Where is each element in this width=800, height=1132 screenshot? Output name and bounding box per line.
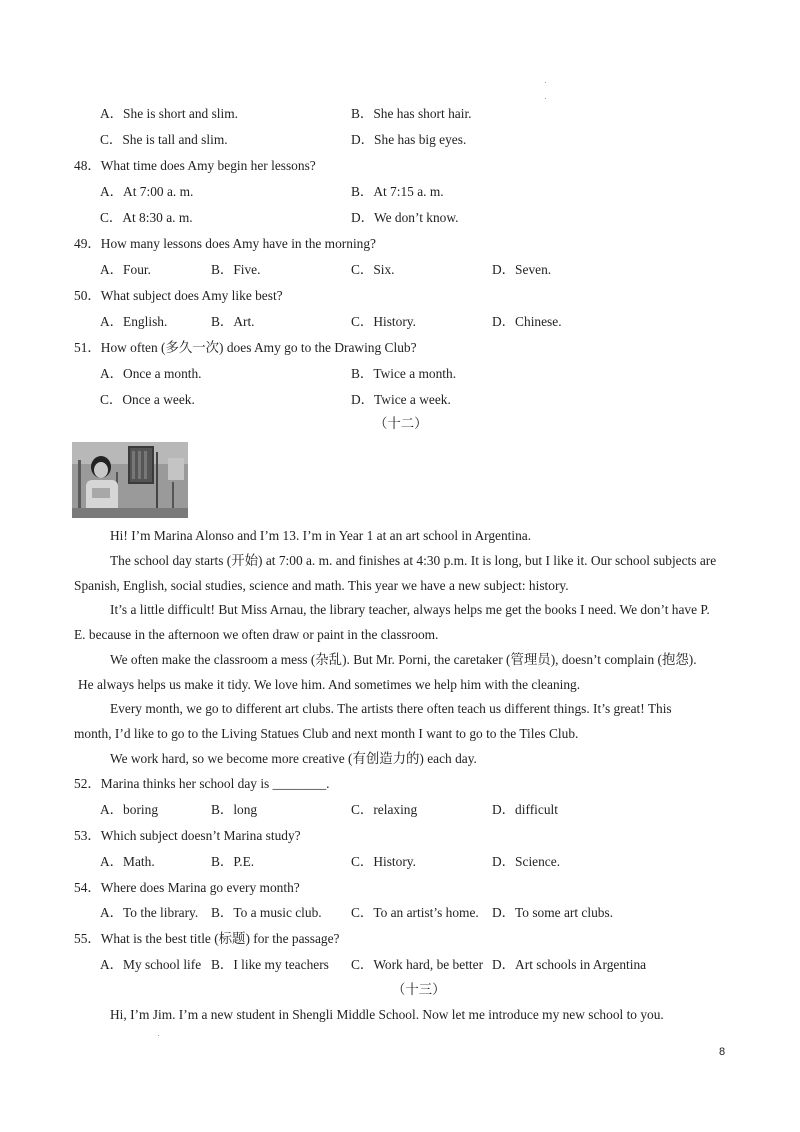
q48-option-a: A．At 7:00 a. m. xyxy=(100,184,194,199)
scan-dot xyxy=(545,98,546,99)
q48-stem: 48．What time does Amy begin her lessons? xyxy=(74,158,316,173)
page-number: 8 xyxy=(719,1046,726,1058)
q50-option-b: B．Art. xyxy=(211,314,255,329)
q55-option-a: A．My school life xyxy=(100,957,202,972)
passage12-p5-line1: Every month, we go to different art clubs. The artists there often teach us different things. It’s great! This xyxy=(110,701,672,716)
passage12-p4-line1: We often make the classroom a mess (杂乱). But Mr. Porni, the caretaker (管理员), doesn’t complain (抱怨). xyxy=(110,652,697,667)
q52-option-d: D．difficult xyxy=(492,802,558,817)
q54-option-b: B．To a music club. xyxy=(211,905,322,920)
q47-option-b: B．She has short hair. xyxy=(351,106,472,121)
q55-stem: 55．What is the best title (标题) for the passage? xyxy=(74,931,340,946)
passage12-p6: We work hard, so we become more creative (有创造力的) each day. xyxy=(110,751,477,766)
q53-option-a: A．Math. xyxy=(100,854,155,869)
q54-option-d: D．To some art clubs. xyxy=(492,905,614,920)
q54-option-c: C．To an artist’s home. xyxy=(351,905,479,920)
q49-option-c: C．Six. xyxy=(351,262,395,277)
q47-option-c: C．She is tall and slim. xyxy=(100,132,228,147)
q48-option-b: B．At 7:15 a. m. xyxy=(351,184,444,199)
q47-option-d: D．She has big eyes. xyxy=(351,132,467,147)
q50-option-c: C．History. xyxy=(351,314,416,329)
q52-option-b: B．long xyxy=(211,802,258,817)
q51-option-a: A．Once a month. xyxy=(100,366,202,381)
passage12-p1: Hi! I’m Marina Alonso and I’m 13. I’m in Year 1 at an art school in Argentina. xyxy=(110,528,532,543)
section-heading-13: （十三） xyxy=(392,982,446,997)
passage12-p3-line2: E. because in the afternoon we often draw or paint in the classroom. xyxy=(74,627,439,642)
q49-option-b: B．Five. xyxy=(211,262,261,277)
q50-stem: 50．What subject does Amy like best? xyxy=(74,288,283,303)
passage12-p5-line2: month, I’d like to go to the Living Statues Club and next month I want to go to the Tiles Club. xyxy=(74,726,579,741)
section-heading-12: （十二） xyxy=(374,416,428,431)
scan-dot xyxy=(545,82,546,83)
q55-option-c: C．Work hard, be better xyxy=(351,957,484,972)
q52-option-a: A．boring xyxy=(100,802,159,817)
q47-option-a: A．She is short and slim. xyxy=(100,106,238,121)
q51-option-b: B．Twice a month. xyxy=(351,366,457,381)
q53-option-c: C．History. xyxy=(351,854,416,869)
q51-option-c: C．Once a week. xyxy=(100,392,195,407)
q50-option-a: A．English. xyxy=(100,314,168,329)
q54-option-a: A．To the library. xyxy=(100,905,199,920)
q48-option-c: C．At 8:30 a. m. xyxy=(100,210,193,225)
q55-option-b: B．I like my teachers xyxy=(211,957,329,972)
student-photo xyxy=(72,442,188,518)
q53-stem: 53．Which subject doesn’t Marina study? xyxy=(74,828,301,843)
q52-stem: 52．Marina thinks her school day is ________. xyxy=(74,776,330,791)
passage12-p3-line1: It’s a little difficult! But Miss Arnau, the library teacher, always helps me get the books I need. We don’t have P. xyxy=(110,602,710,617)
student-photo-image xyxy=(72,442,188,518)
q54-stem: 54．Where does Marina go every month? xyxy=(74,880,300,895)
q55-option-d: D．Art schools in Argentina xyxy=(492,957,647,972)
q50-option-d: D．Chinese. xyxy=(492,314,562,329)
passage13-p1: Hi, I’m Jim. I’m a new student in Shengli Middle School. Now let me introduce my new school to you. xyxy=(110,1007,664,1022)
q49-option-d: D．Seven. xyxy=(492,262,552,277)
scan-dot xyxy=(158,1035,159,1036)
q49-stem: 49．How many lessons does Amy have in the morning? xyxy=(74,236,376,251)
passage12-p2-line2: Spanish, English, social studies, science and math. This year we have a new subject: history. xyxy=(74,578,569,593)
q53-option-d: D．Science. xyxy=(492,854,561,869)
q48-option-d: D．We don’t know. xyxy=(351,210,459,225)
q51-stem: 51．How often (多久一次) does Amy go to the Drawing Club? xyxy=(74,340,417,355)
passage12-p4-line2: He always helps us make it tidy. We love him. And sometimes we help him with the cleaning. xyxy=(78,677,581,692)
q52-option-c: C．relaxing xyxy=(351,802,418,817)
q49-option-a: A．Four. xyxy=(100,262,151,277)
q51-option-d: D．Twice a week. xyxy=(351,392,451,407)
q53-option-b: B．P.E. xyxy=(211,854,255,869)
passage12-p2-line1: The school day starts (开始) at 7:00 a. m. and finishes at 4:30 p.m. It is long, but I like it. Our school subjects are xyxy=(110,553,717,568)
